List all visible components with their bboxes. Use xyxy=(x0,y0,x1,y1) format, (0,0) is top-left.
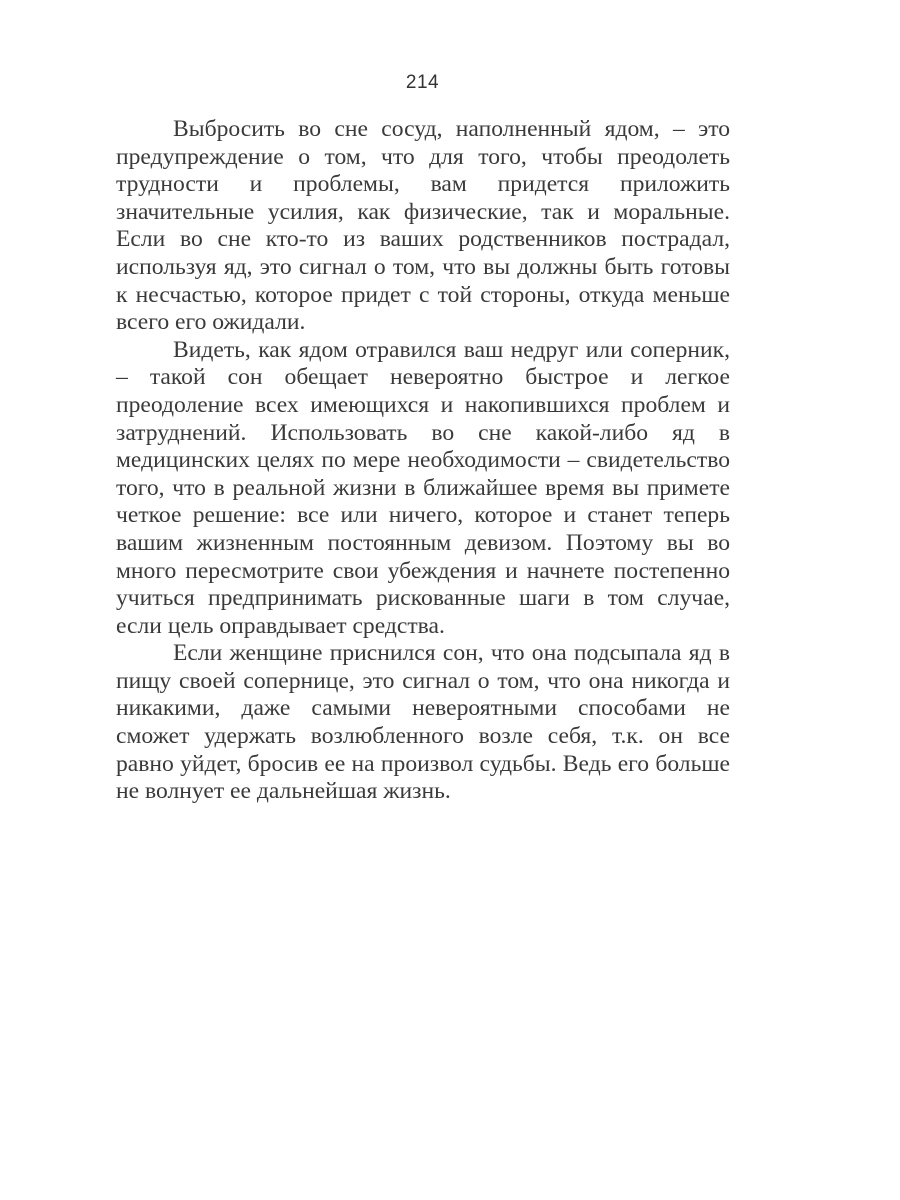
paragraph-1: Выбросить во сне сосуд, наполненный ядом, – это предупреждение о том, что для того, чтобы преодолеть трудности и проблемы, вам придется приложить значительные усилия, как физические, так и моральные. Если во сне кто-то из ваших родственников пострадал, используя яд, это сигнал о том, что вы должны быть готовы к несчастью, которое придет с той стороны, откуда меньше всего его ожидали. xyxy=(116,116,730,336)
paragraph-2: Видеть, как ядом отравился ваш недруг или соперник, – такой сон обещает невероятно быстрое и легкое преодоление всех имеющихся и накопившихся проблем и затруднений. Использовать во сне какой-либо яд в медицинских целях по мере необходимости – свидетельство того, что в реальной жизни в ближайшее время вы примете четкое решение: все или ничего, которое и станет теперь вашим жизненным постоянным девизом. Поэтому вы во много пересмотрите свои убеждения и начнете постепенно учиться предпринимать рискованные шаги в том случае, если цель оправдывает средства. xyxy=(116,336,730,639)
paragraph-3: Если женщине приснился сон, что она подсыпала яд в пищу своей сопернице, это сигнал о том, что она никогда и никакими, даже самыми невероятными способами не сможет удержать возлюбленного возле себя, т.к. он все равно уйдет, бросив ее на произвол судьбы. Ведь его больше не волнует ее дальнейшая жизнь. xyxy=(116,640,730,805)
body-text xyxy=(116,116,730,806)
page-number: 214 xyxy=(405,72,440,93)
